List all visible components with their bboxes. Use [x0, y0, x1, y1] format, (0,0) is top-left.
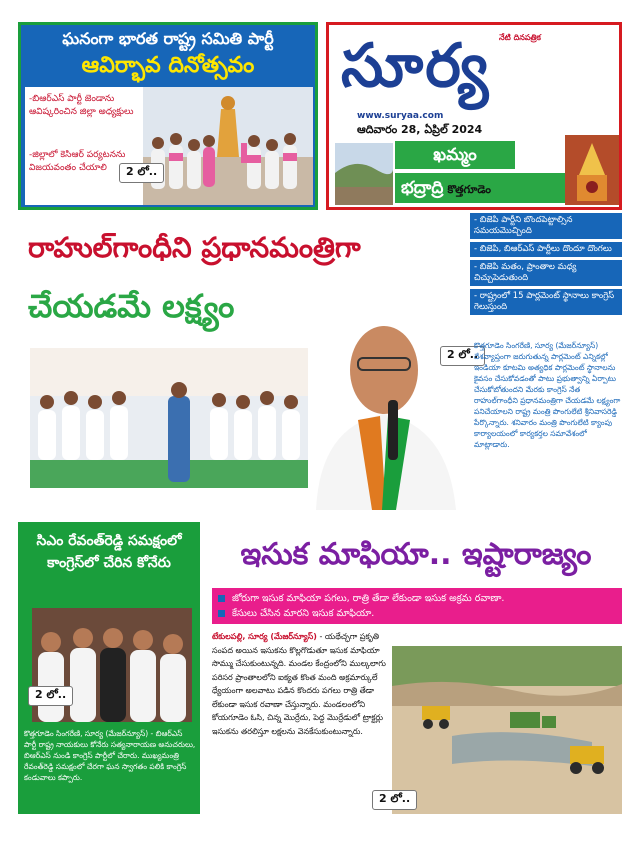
koneru-title: సిఎం రేవంత్‌రెడ్డి సమక్షంలో కాంగ్రెస్‌లో చేరిన కోనేరు	[36, 533, 182, 571]
edition-bhadradri-name: భద్రాద్రి	[401, 178, 444, 198]
isuka-points	[212, 588, 622, 624]
isuka-body	[212, 630, 388, 820]
koneru-page-ref[interactable]: 2 లో..	[28, 686, 73, 706]
brs-story-title2: ఆవిర్భావ దినోత్సవం	[81, 53, 255, 78]
isuka-point-2: కేసులు చేసిన మారని ఇసుక మాఫియా.	[212, 606, 622, 621]
brs-bullet-2: -జిల్లాలో కెసిఆర్ పర్యటనను విజయవంతం చేయాలి	[29, 150, 126, 173]
edition-khammam[interactable]: ఖమ్మం	[395, 141, 515, 169]
isuka-headline: ఇసుక మాఫియా.. ఇష్టారాజ్యం	[240, 537, 592, 572]
masthead-date: ఆదివారం 28, ఏప్రిల్ 2024	[357, 123, 483, 136]
masthead-logo: సూర్య	[341, 31, 491, 101]
brs-page-ref[interactable]: 2 లో..	[119, 163, 164, 183]
koneru-story-box	[18, 522, 200, 814]
koneru-caption: కొత్తగూడెం సింగరేణి, సూర్య (మేజర్‌న్యూస్) - బిఆర్ఎస్ పార్టీ రాష్ట్ర నాయకులు కోనేరు సత్యనారాయణ అనుచరులు, బిఆర్ఎస్ నుండి కాంగ్రెస్ పార్టీలో చేరారు. ముఖ్యమంత్రి రేవంత్‌రెడ్డి సమక్షంలో చేరగా ఘన స్వాగతం పలికి కాంగ్రెస్ కండువాలు కప్పారు.	[24, 729, 196, 782]
brs-photo	[143, 87, 313, 205]
masthead-landscape-photo	[335, 143, 393, 205]
masthead-temple-photo	[565, 135, 619, 205]
brs-story-box	[18, 22, 318, 210]
main-story-points	[470, 213, 622, 345]
edition-bhadradri[interactable]	[395, 173, 565, 203]
brs-story-title1: ఘనంగా భారత రాష్ట్ర సమితి పార్టీ	[62, 29, 274, 48]
isuka-byline: టేకులపల్లి, సూర్య (మేజర్‌న్యూస్)	[212, 632, 317, 641]
edition-bhadradri-sub: కొత్తగూడెం	[447, 183, 491, 196]
masthead-website[interactable]: www.suryaa.com	[357, 111, 444, 121]
masthead	[326, 22, 622, 210]
main-point-1: - బిజెపి పార్టీని బొందపెట్టాల్సిన సమయమొచ్చింది	[470, 213, 622, 239]
main-page-ref[interactable]: 2 లో..	[440, 346, 485, 366]
sand-mining-photo	[392, 646, 622, 814]
main-point-2: - బిజెపి, బిఆర్ఎస్ పార్టీలు దొందూ దొంగలు	[470, 242, 622, 257]
masthead-tagline: నేటి దినపత్రిక	[499, 33, 541, 42]
isuka-body-text: - యథేచ్ఛగా ప్రకృతి సంపద అయిన ఇసుకను కొల్లగొడుతూ ఇసుక మాఫియా సొమ్ము చేసుకుంటున్నది. మండల కేంద్రంలోని ముల్కలాగు పరిసర ప్రాంతాలలోని ఐక్యత కొంత మంది అక్రమార్కులే ధ్యేయంగా అలవాటు పడిన కొందరు పగలు రాత్రి తేడా లేకుండా ఇసుక రవాణా చేస్తున్నారు. మండలంలోని కోయగూడెం ఓసి, చిన్న మొర్రేదు, పెద్ద మొర్రేడులో ట్రాక్టర్లు ఇసుకను తరలిస్తూ లక్షలను వెనకేసుకుంటున్నారు.	[212, 632, 386, 736]
meeting-photo	[30, 348, 308, 488]
isuka-page-ref[interactable]: 2 లో..	[372, 790, 417, 810]
brs-bullet-1: -బిఆర్ఎస్ పార్టీ జెండాను ఆవిష్కరించిన జిల్లా అధ్యక్షులు	[29, 94, 134, 117]
speaker-photo	[296, 292, 472, 510]
isuka-point-1: జోరుగా ఇసుక మాఫియా పగలు, రాత్రి తేడా లేకుండా ఇసుక అక్రమ రవాణా.	[212, 591, 622, 606]
brs-story-body	[25, 87, 313, 205]
main-point-3: - బిజెపి మతం, ప్రాంతాల మధ్య చిచ్చుపెడుతుంది	[470, 260, 622, 286]
main-point-4: - రాష్ట్రంలో 15 పార్లమెంట్ స్థానాలు కాంగ్రెస్ గెలుస్తుంది	[470, 289, 622, 315]
main-headline-1: రాహుల్‌గాంధీని ప్రధానమంత్రిగా	[28, 231, 361, 264]
main-story-body: కొత్తగూడెం సింగరేణి, సూర్య (మేజర్‌న్యూస్) దేశవ్యాప్తంగా జరుగుతున్న పార్లమెంట్ ఎన్నికల్లో ఇండియా కూటమి అత్యధిక పార్లమెంట్ స్థానాలను కైవసం చేసుకోవడంతో పాటు ప్రభుత్వాన్ని ఏర్పాటు చేసుకోబోతుందని మేరకు కాంగ్రెస్ నేత రాహుల్‌గాంధీని ప్రధానమంత్రిగా చేయడమే లక్ష్యంగా పనిచేయాలని రాష్ట్ర మంత్రి పొంగులేటి శ్రీనివాసరెడ్డి పేర్కొన్నారు. శనివారం మంత్రి పొంగులేటి క్యాంపు కార్యాలయంలో కార్యకర్తల సమావేశంలో మాట్లాడారు.	[474, 341, 621, 449]
main-headline-2: చేయడమే లక్ష్యం	[28, 287, 235, 325]
